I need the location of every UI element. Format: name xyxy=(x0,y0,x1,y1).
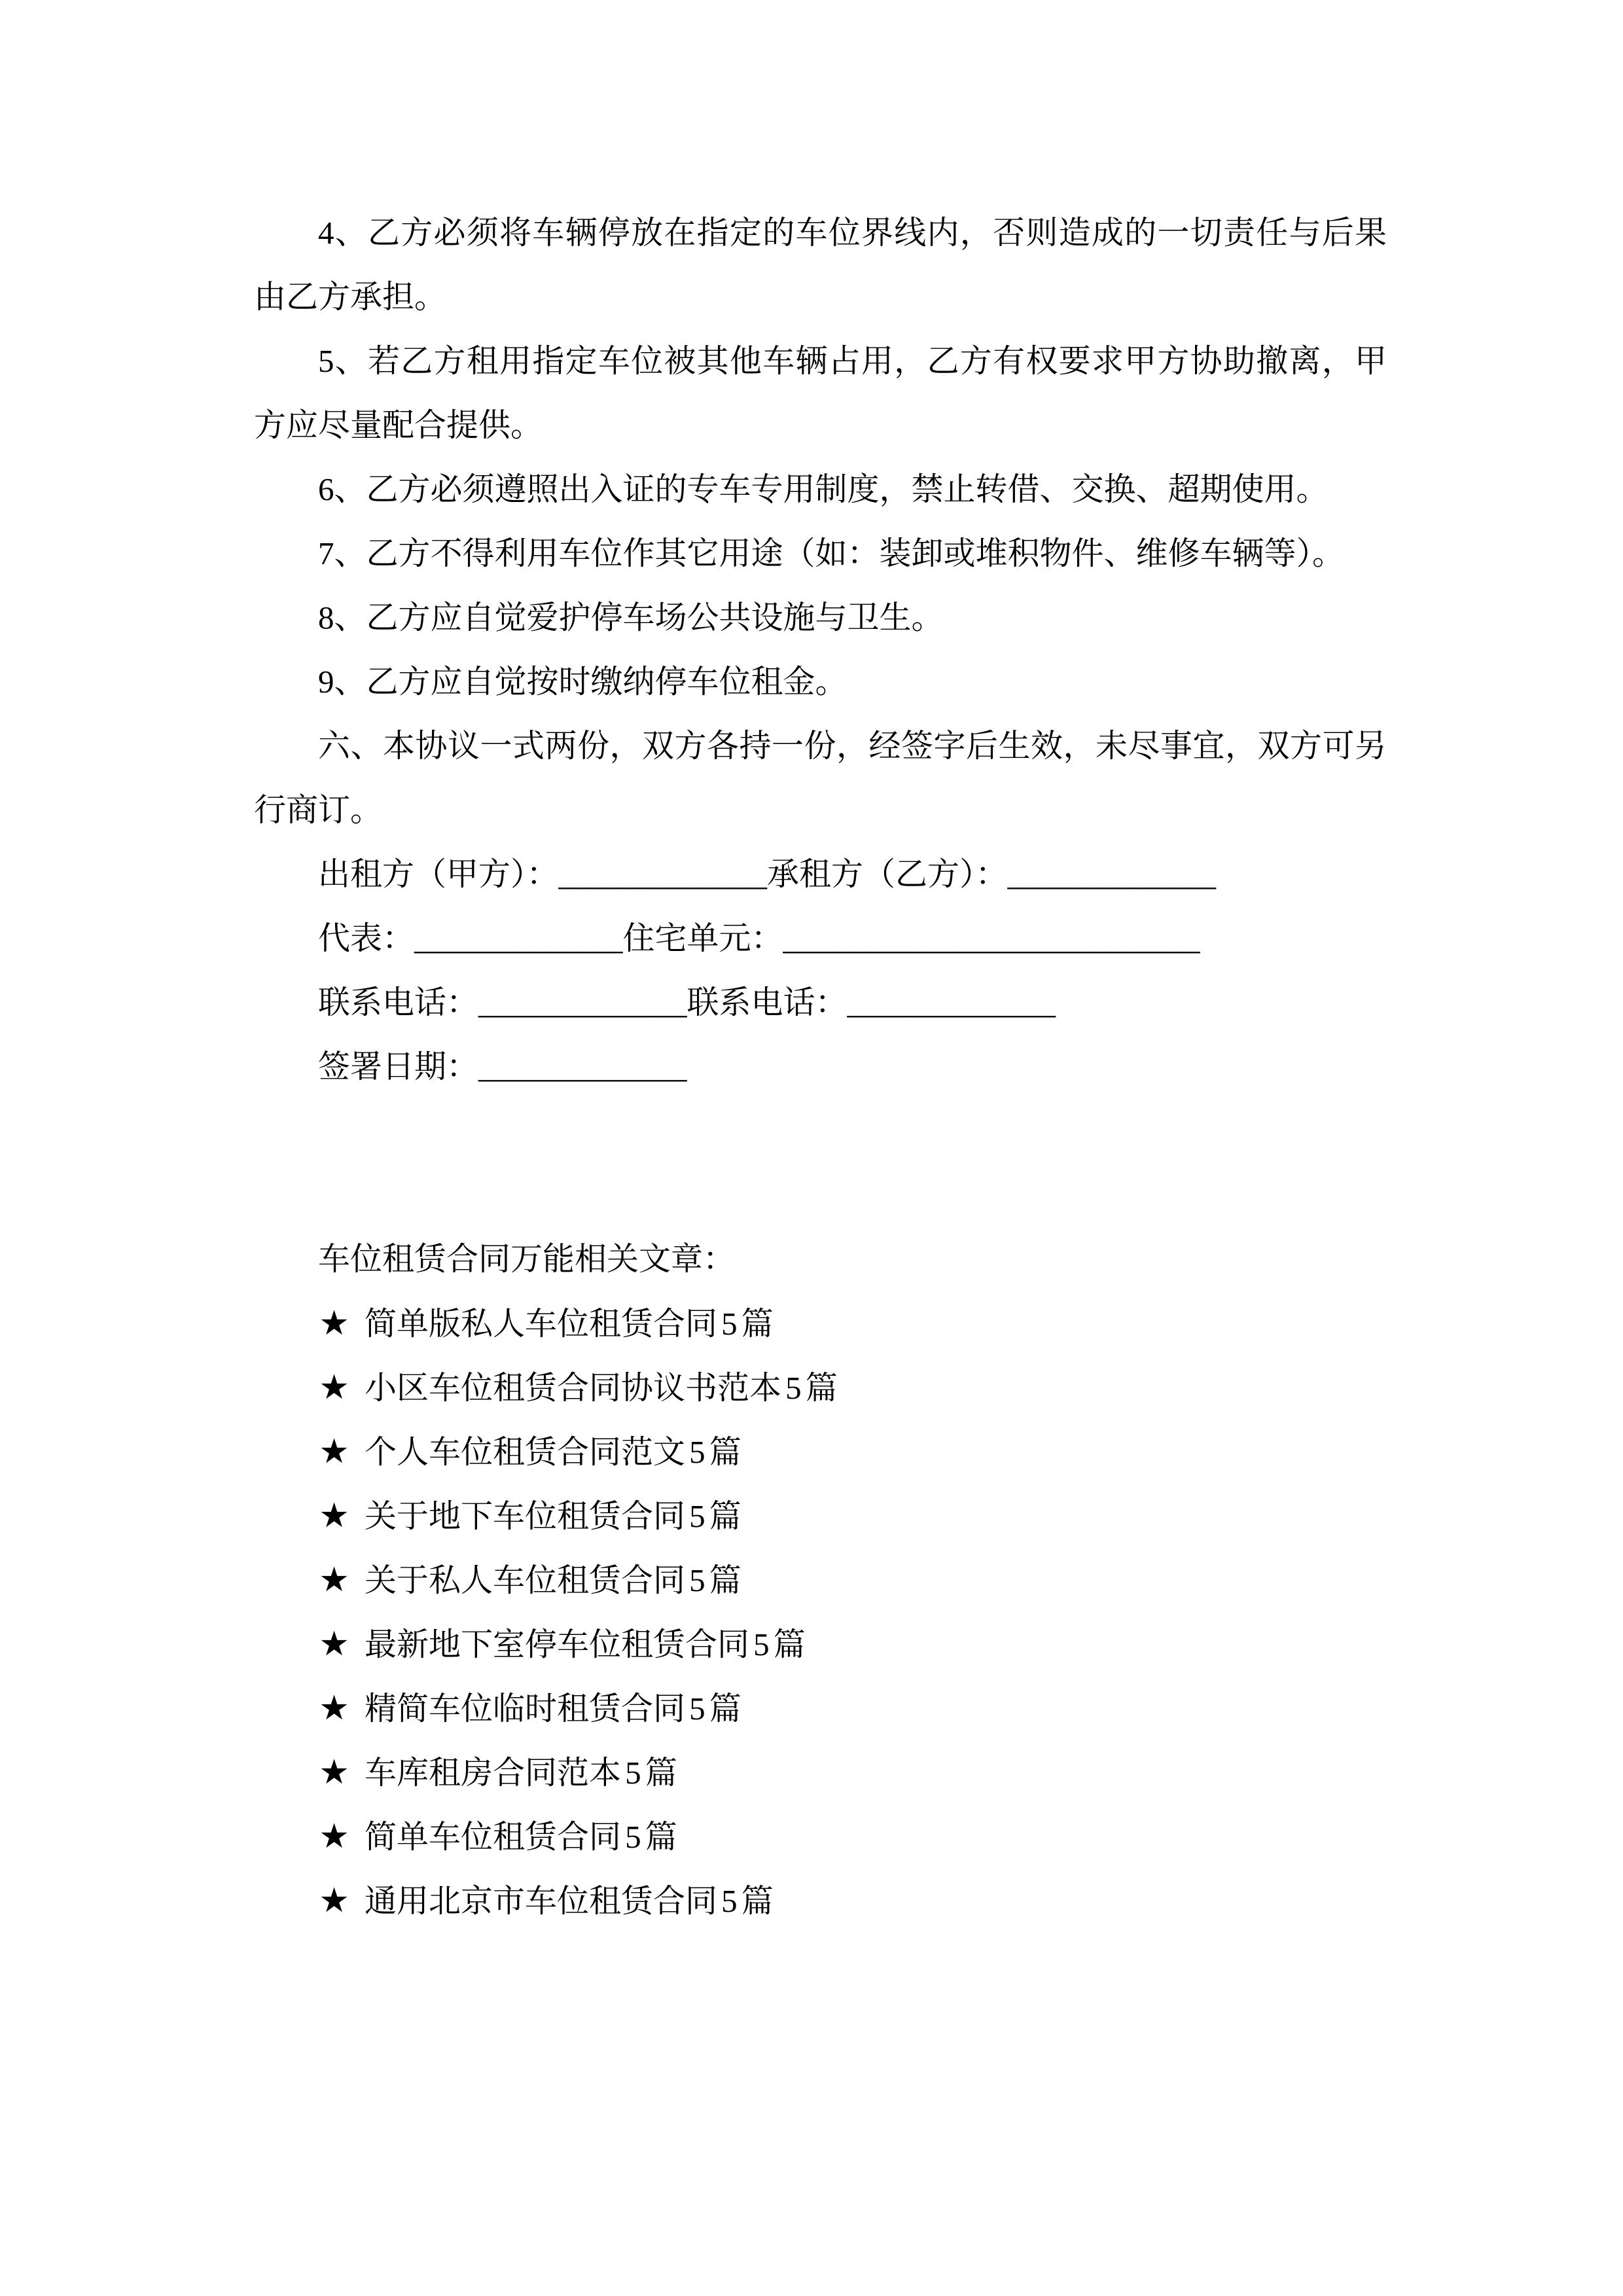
related-article-title: 简单版私人车位租赁合同5篇 xyxy=(365,1306,774,1342)
related-article-item xyxy=(254,1804,1387,1869)
clause-paragraph-7 xyxy=(254,522,1387,586)
signature-block xyxy=(254,842,1387,1099)
residential-unit-blank: __________________________ xyxy=(783,920,1200,956)
related-article-item xyxy=(254,1420,1387,1484)
representative-label: 代表： xyxy=(318,920,415,956)
star-bullet-icon: ★ xyxy=(319,1753,349,1792)
clause-line: 行商订。 xyxy=(254,792,383,828)
lessor-signature-blank: _____________ xyxy=(558,856,768,892)
related-article-item xyxy=(254,1869,1387,1933)
related-article-item xyxy=(254,1291,1387,1355)
related-article-title: 小区车位租赁合同协议书范本5篇 xyxy=(365,1370,838,1406)
clause-paragraph-4 xyxy=(254,201,1387,329)
clause-paragraph-9 xyxy=(254,650,1387,714)
related-articles-list xyxy=(254,1291,1387,1933)
signature-row-parties xyxy=(254,842,1387,906)
star-bullet-icon: ★ xyxy=(319,1624,349,1664)
signing-date-label: 签署日期： xyxy=(318,1049,479,1085)
clause-paragraph-8 xyxy=(254,586,1387,650)
lessee-phone-label: 联系电话： xyxy=(687,984,847,1020)
related-article-title: 精简车位临时租赁合同5篇 xyxy=(365,1691,741,1727)
related-article-item xyxy=(254,1676,1387,1740)
lessee-phone-blank: _____________ xyxy=(847,984,1056,1020)
related-articles-section xyxy=(254,1227,1387,1933)
star-bullet-icon: ★ xyxy=(319,1496,349,1535)
star-bullet-icon: ★ xyxy=(319,1881,349,1920)
clause-line: 6、乙方必须遵照出入证的专车专用制度，禁止转借、交换、超期使用。 xyxy=(318,471,1329,507)
lessor-phone-label: 联系电话： xyxy=(318,984,479,1020)
clause-paragraph-6 xyxy=(254,457,1387,522)
signature-row-date xyxy=(254,1035,1387,1099)
related-article-title: 简单车位租赁合同5篇 xyxy=(365,1819,677,1855)
representative-blank: _____________ xyxy=(414,920,623,956)
lessee-label: 承租方（乙方）： xyxy=(767,856,1008,892)
clause-line: 方应尽量配合提供。 xyxy=(254,407,543,443)
lessor-label: 出租方（甲方）： xyxy=(318,856,559,892)
clause-line: 六、本协议一式两份，双方各持一份，经签字后生效，未尽事宜，双方可另 xyxy=(318,728,1387,764)
residential-unit-label: 住宅单元： xyxy=(622,920,783,956)
related-article-item xyxy=(254,1612,1387,1676)
star-bullet-icon: ★ xyxy=(319,1304,349,1343)
star-bullet-icon: ★ xyxy=(319,1689,349,1728)
star-bullet-icon: ★ xyxy=(319,1817,349,1856)
related-article-title: 最新地下室停车位租赁合同5篇 xyxy=(365,1626,806,1662)
star-bullet-icon: ★ xyxy=(319,1560,349,1600)
signature-row-representative xyxy=(254,906,1387,971)
lessee-signature-blank: _____________ xyxy=(1007,856,1217,892)
related-article-title: 关于地下车位租赁合同5篇 xyxy=(365,1498,741,1534)
related-article-item xyxy=(254,1484,1387,1548)
clause-line: 9、乙方应自觉按时缴纳停车位租金。 xyxy=(318,664,847,700)
related-article-title: 通用北京市车位租赁合同5篇 xyxy=(365,1883,774,1919)
star-bullet-icon: ★ xyxy=(319,1368,349,1407)
clause-line: 8、乙方应自觉爱护停车场公共设施与卫生。 xyxy=(318,600,944,636)
related-article-item xyxy=(254,1355,1387,1420)
related-articles-heading: 车位租赁合同万能相关文章： xyxy=(318,1241,736,1277)
related-article-title: 车库租房合同范本5篇 xyxy=(365,1755,677,1791)
related-article-title: 关于私人车位租赁合同5篇 xyxy=(365,1562,741,1598)
star-bullet-icon: ★ xyxy=(319,1432,349,1471)
clause-line: 4、乙方必须将车辆停放在指定的车位界线内，否则造成的一切责任与后果 xyxy=(318,215,1387,251)
lessor-phone-blank: _____________ xyxy=(478,984,687,1020)
related-article-item xyxy=(254,1740,1387,1804)
signature-row-phone xyxy=(254,971,1387,1035)
clause-paragraph-5 xyxy=(254,329,1387,457)
related-article-title: 个人车位租赁合同范文5篇 xyxy=(365,1434,741,1470)
signing-date-blank: _____________ xyxy=(478,1049,687,1085)
related-article-item xyxy=(254,1548,1387,1612)
section-spacer xyxy=(254,1099,1387,1227)
clause-line: 由乙方承担。 xyxy=(254,279,447,315)
clause-line: 5、若乙方租用指定车位被其他车辆占用，乙方有权要求甲方协助撤离，甲 xyxy=(318,343,1387,379)
document-body xyxy=(254,201,1387,1933)
clause-line: 7、乙方不得利用车位作其它用途（如：装卸或堆积物件、维修车辆等）。 xyxy=(318,535,1345,571)
section-six-paragraph xyxy=(254,714,1387,842)
